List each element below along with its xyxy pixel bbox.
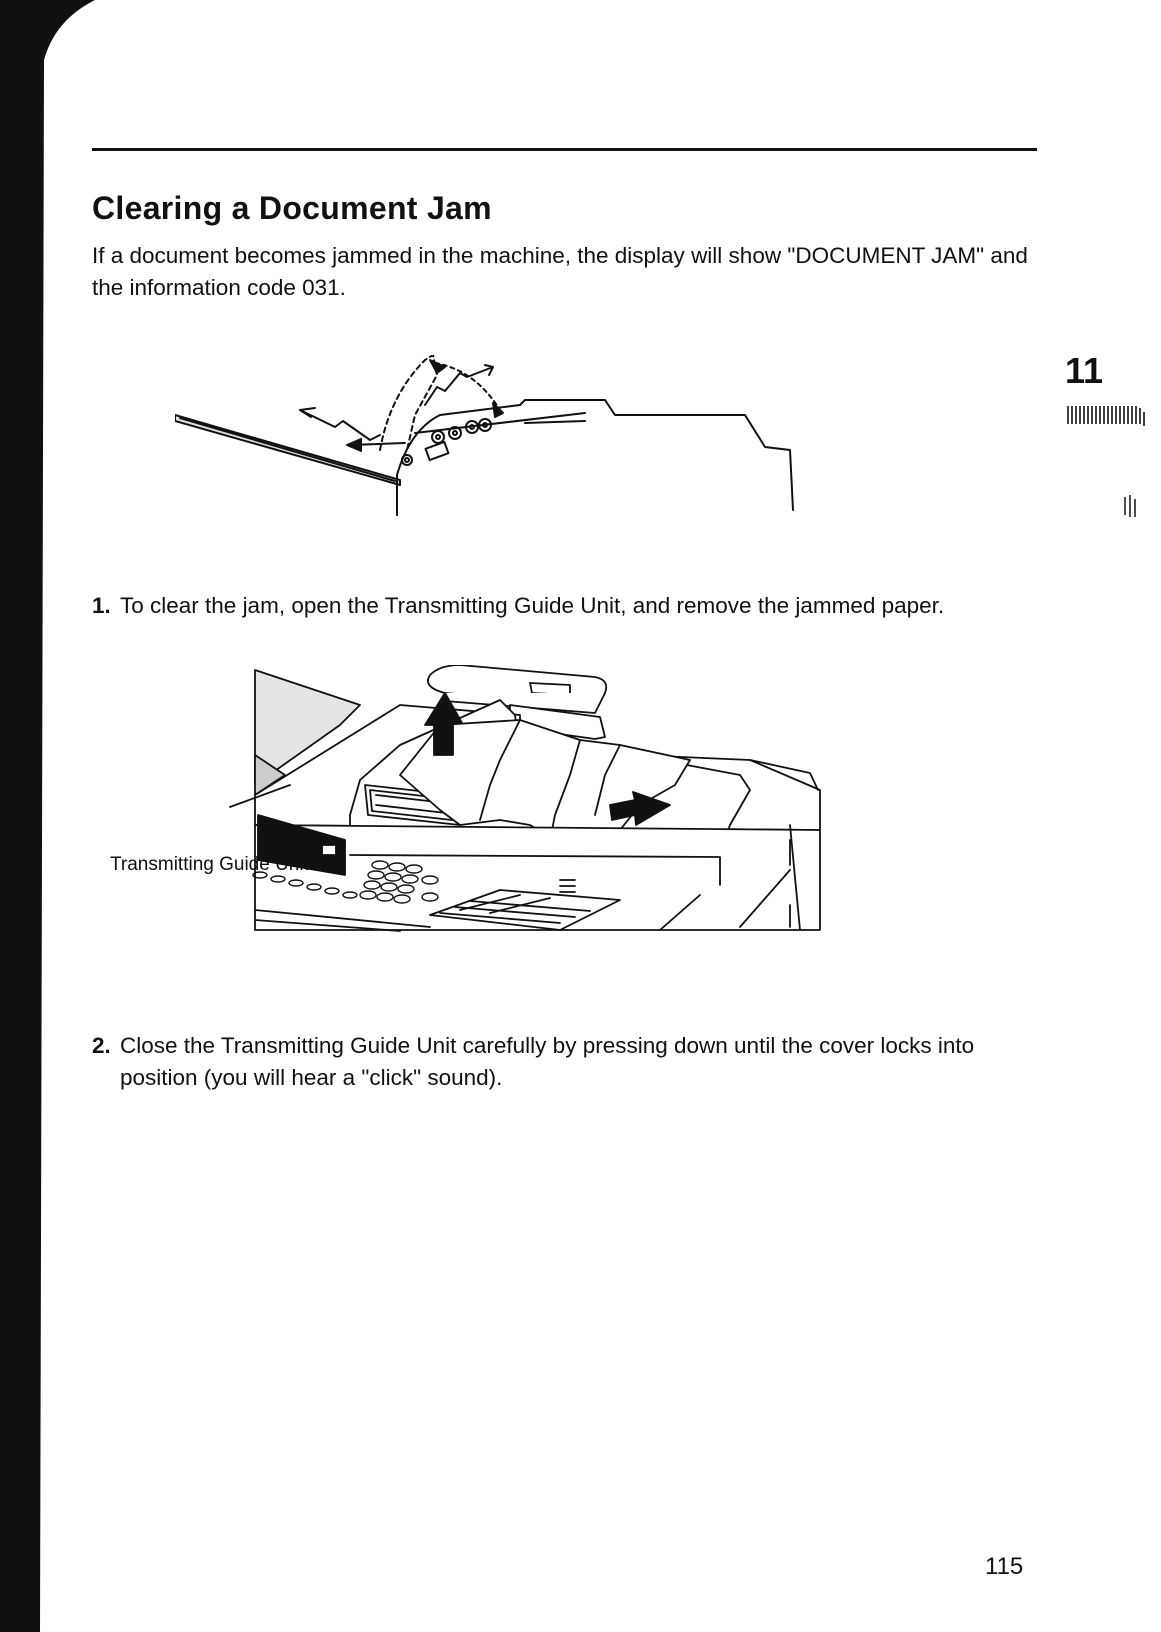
chapter-tick-marks bbox=[1121, 493, 1141, 519]
fax-machine-illustration bbox=[100, 665, 930, 995]
step-2-text: Close the Transmitting Guide Unit carefully by pressing down until the cover locks into position (you will hear a "click" sound). bbox=[120, 1033, 975, 1090]
section-title: Clearing a Document Jam bbox=[92, 190, 492, 226]
step-1-text: To clear the jam, open the Transmitting Guide Unit, and remove the jammed paper. bbox=[120, 593, 945, 618]
guide-unit-label: Transmitting Guide Unit bbox=[110, 854, 309, 875]
step-1 bbox=[92, 590, 1042, 622]
step-2-number: 2. bbox=[92, 1033, 111, 1058]
header-rule bbox=[92, 148, 1037, 151]
chapter-tab-marks bbox=[1066, 404, 1148, 426]
chapter-number: 11 bbox=[1065, 350, 1104, 391]
document-path-diagram bbox=[175, 355, 875, 545]
intro-paragraph: If a document becomes jammed in the machine, the display will show "DOCUMENT JAM" and the information code 031. bbox=[92, 243, 1028, 300]
page-number: 115 bbox=[985, 1553, 1024, 1580]
step-1-number: 1. bbox=[92, 593, 111, 618]
step-2 bbox=[92, 1030, 1042, 1094]
